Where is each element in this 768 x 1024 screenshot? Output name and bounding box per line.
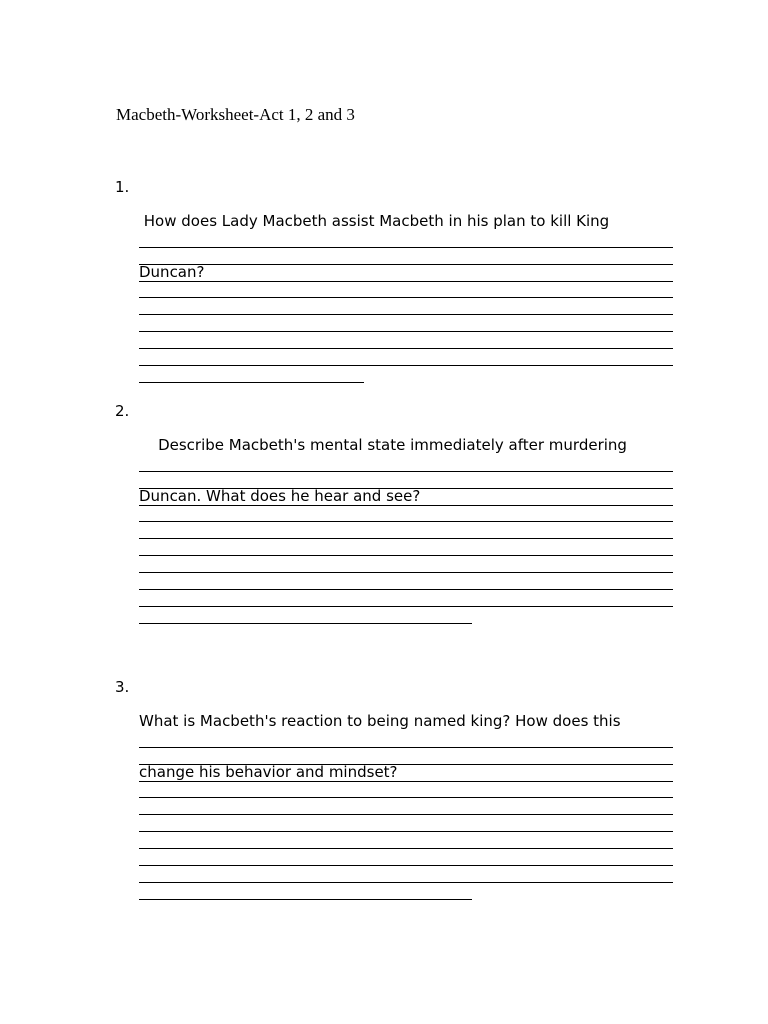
worksheet-title: Macbeth-Worksheet-Act 1, 2 and 3 (116, 105, 355, 124)
answer-line (139, 331, 673, 332)
answer-line (139, 831, 673, 832)
answer-line (139, 264, 673, 265)
question-text-line: change his behavior and mindset? (139, 763, 398, 781)
answer-line (139, 247, 673, 248)
answer-line (139, 521, 673, 522)
question-number: 3. (115, 678, 130, 696)
answer-line (139, 538, 673, 539)
question-text-line: Duncan? (139, 263, 205, 281)
answer-line (139, 297, 673, 298)
answer-line (139, 814, 673, 815)
answer-line (139, 589, 673, 590)
answer-line (139, 848, 673, 849)
answer-line (139, 505, 673, 506)
answer-line (139, 797, 673, 798)
answer-line (139, 382, 364, 383)
answer-line (139, 764, 673, 765)
answer-line (139, 606, 673, 607)
question-text-line: What is Macbeth's reaction to being named king? How does this (139, 712, 621, 730)
question-text-line: Describe Macbeth's mental state immediately after murdering (139, 436, 627, 454)
answer-line (139, 555, 673, 556)
answer-line (139, 899, 472, 900)
answer-line (139, 365, 673, 366)
answer-line (139, 471, 673, 472)
answer-line (139, 623, 472, 624)
question-text-line: How does Lady Macbeth assist Macbeth in his plan to kill King (139, 212, 610, 230)
answer-line (139, 348, 673, 349)
question-text-line: Duncan. What does he hear and see? (139, 487, 421, 505)
answer-line (139, 865, 673, 866)
answer-line (139, 882, 673, 883)
answer-line (139, 488, 673, 489)
answer-line (139, 781, 673, 782)
answer-line (139, 281, 673, 282)
question-number: 1. (115, 178, 130, 196)
answer-line (139, 572, 673, 573)
answer-line (139, 314, 673, 315)
answer-line (139, 747, 673, 748)
question-number: 2. (115, 402, 130, 420)
